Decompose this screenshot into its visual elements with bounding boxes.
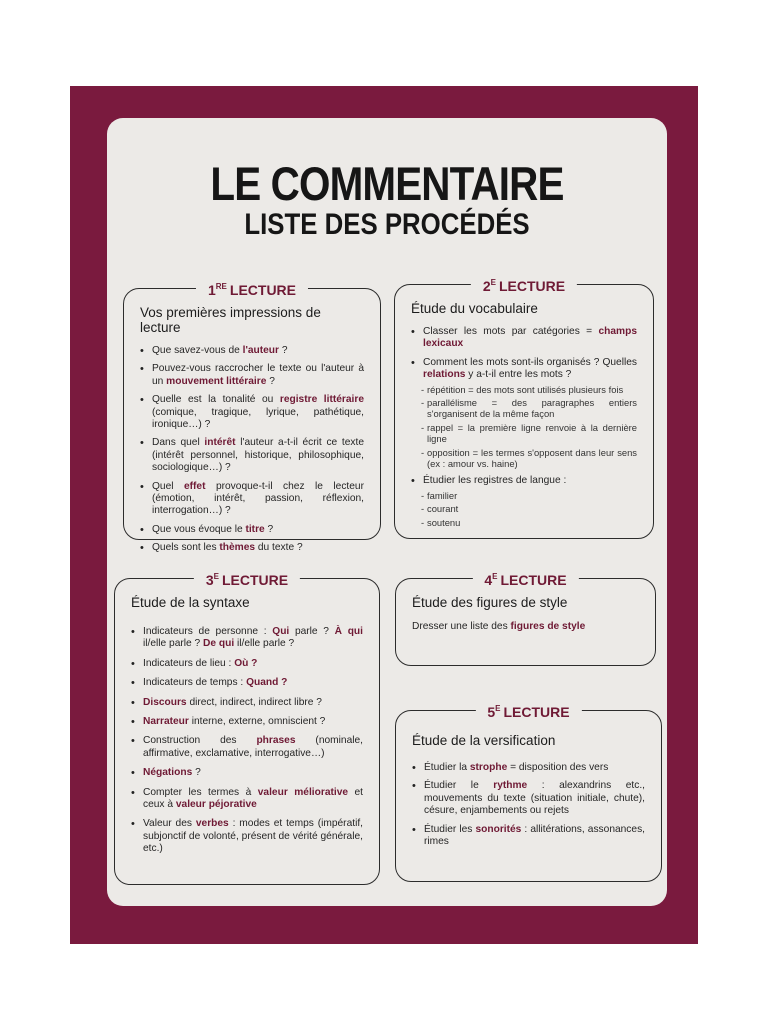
sub-list-item: - rappel = la première ligne renvoie à la dernière ligne: [427, 422, 637, 445]
sub-list-item: - opposition = les termes s'opposent dans leur sens (ex : amour vs. haine): [427, 447, 637, 470]
list-item: • Discours direct, indirect, indirect libre ?: [143, 697, 363, 709]
list-item: • Indicateurs de personne : Qui parle ? À qui il/elle parle ? De qui il/elle parle ?: [143, 626, 363, 651]
list-item: • Compter les termes à valeur méliorative et ceux à valeur péjorative: [143, 787, 363, 812]
sub-list-item: - courant: [427, 503, 637, 514]
sub-list-item: - familier: [427, 490, 637, 501]
list-item: • Étudier les registres de langue : - familier - courant - soutenu: [423, 475, 637, 528]
list-item: • Quelle est la tonalité ou registre littéraire (comique, tragique, lyrique, pathétique, ironique…) ?: [152, 394, 364, 431]
list-item: • Indicateurs de lieu : Où ?: [143, 658, 363, 670]
lecture-4-heading: Étude des figures de style: [412, 595, 568, 610]
lecture-1-list: [140, 345, 364, 555]
lecture-3-list: [131, 626, 363, 856]
poster-card: [107, 118, 667, 906]
panel-lecture-1: [123, 282, 381, 554]
relations-sublist: [427, 384, 637, 470]
list-item: • Classer les mots par catégories = champs lexicaux: [423, 326, 637, 351]
lecture-5-label: $5^E$ LECTURE: [475, 699, 581, 722]
list-item: • Valeur des verbes : modes et temps (impératif, subjonctif de volonté, présent de vérité générale, etc.): [143, 818, 363, 855]
sub-list-item: - soutenu: [427, 517, 637, 528]
sub-list-item: - répétition = des mots sont utilisés plusieurs fois: [427, 384, 637, 395]
sub-list-item: - parallélisme = des paragraphes entiers s'organisent de la même façon: [427, 397, 637, 420]
lecture-2-list: [411, 326, 637, 528]
list-item: • Dans quel intérêt l'auteur a-t-il écrit ce texte (intérêt personnel, historique, philosophique, sociologique…) ?: [152, 437, 364, 474]
list-item: • Que vous évoque le titre ?: [152, 524, 364, 536]
list-item: • Pouvez-vous raccrocher le texte ou l'auteur à un mouvement littéraire ?: [152, 363, 364, 388]
page-title: LE COMMENTAIRE: [210, 157, 564, 210]
panel-lecture-2: [394, 278, 654, 539]
list-item: • Étudier les sonorités : allitérations, assonances, rimes: [424, 824, 645, 849]
lecture-1-label: 1RE LECTURE: [196, 277, 308, 300]
list-item: • Indicateurs de temps : Quand ?: [143, 677, 363, 689]
lecture-2-label: $2^E$ LECTURE: [471, 273, 577, 296]
list-item: • Quels sont les thèmes du texte ?: [152, 542, 364, 554]
panel-lecture-4: [395, 572, 656, 666]
panel-lecture-3: [114, 572, 380, 885]
list-item: • Négations ?: [143, 767, 363, 779]
list-item: • Quel effet provoque-t-il chez le lecteur (émotion, intérêt, passion, réflexion, interrogation…) ?: [152, 481, 364, 518]
registres-sublist: [427, 490, 637, 528]
lecture-3-label: $3^E$ LECTURE: [194, 567, 300, 590]
list-item: • Que savez-vous de l'auteur ?: [152, 345, 364, 357]
panel-lecture-5: [395, 704, 662, 882]
lecture-4-text: Dresser une liste des figures de style: [412, 621, 586, 632]
page-subtitle: LISTE DES PROCÉDÉS: [244, 208, 530, 241]
list-item: • Construction des phrases (nominale, affirmative, exclamative, interrogative…): [143, 735, 363, 760]
list-item: • Comment les mots sont-ils organisés ? Quelles relations y a-t-il entre les mots ? - répétition = des mots sont utilisés plusieurs fois - parallélisme = des paragraphes entiers s'organisent de la même façon - rappel = la première ligne renvoie à la dernière ligne - opposition = les termes s'opposent dans leur sens (ex : amour vs. haine): [423, 357, 637, 470]
list-item: • Étudier la strophe = disposition des vers: [424, 762, 645, 774]
lecture-5-heading: Étude de la versification: [412, 733, 556, 748]
lecture-2-heading: Étude du vocabulaire: [411, 301, 538, 316]
list-item: • Étudier le rythme : alexandrins etc., mouvements du texte (situation initiale, chute), césure, enjambements ou rejets: [424, 780, 645, 817]
list-item: • Narrateur interne, externe, omniscient ?: [143, 716, 363, 728]
lecture-5-list: [412, 762, 645, 848]
lecture-1-heading: Vos premières impressions de lecture: [140, 305, 321, 335]
lecture-4-label: $4^E$ LECTURE: [472, 567, 578, 590]
lecture-3-heading: Étude de la syntaxe: [131, 595, 250, 610]
